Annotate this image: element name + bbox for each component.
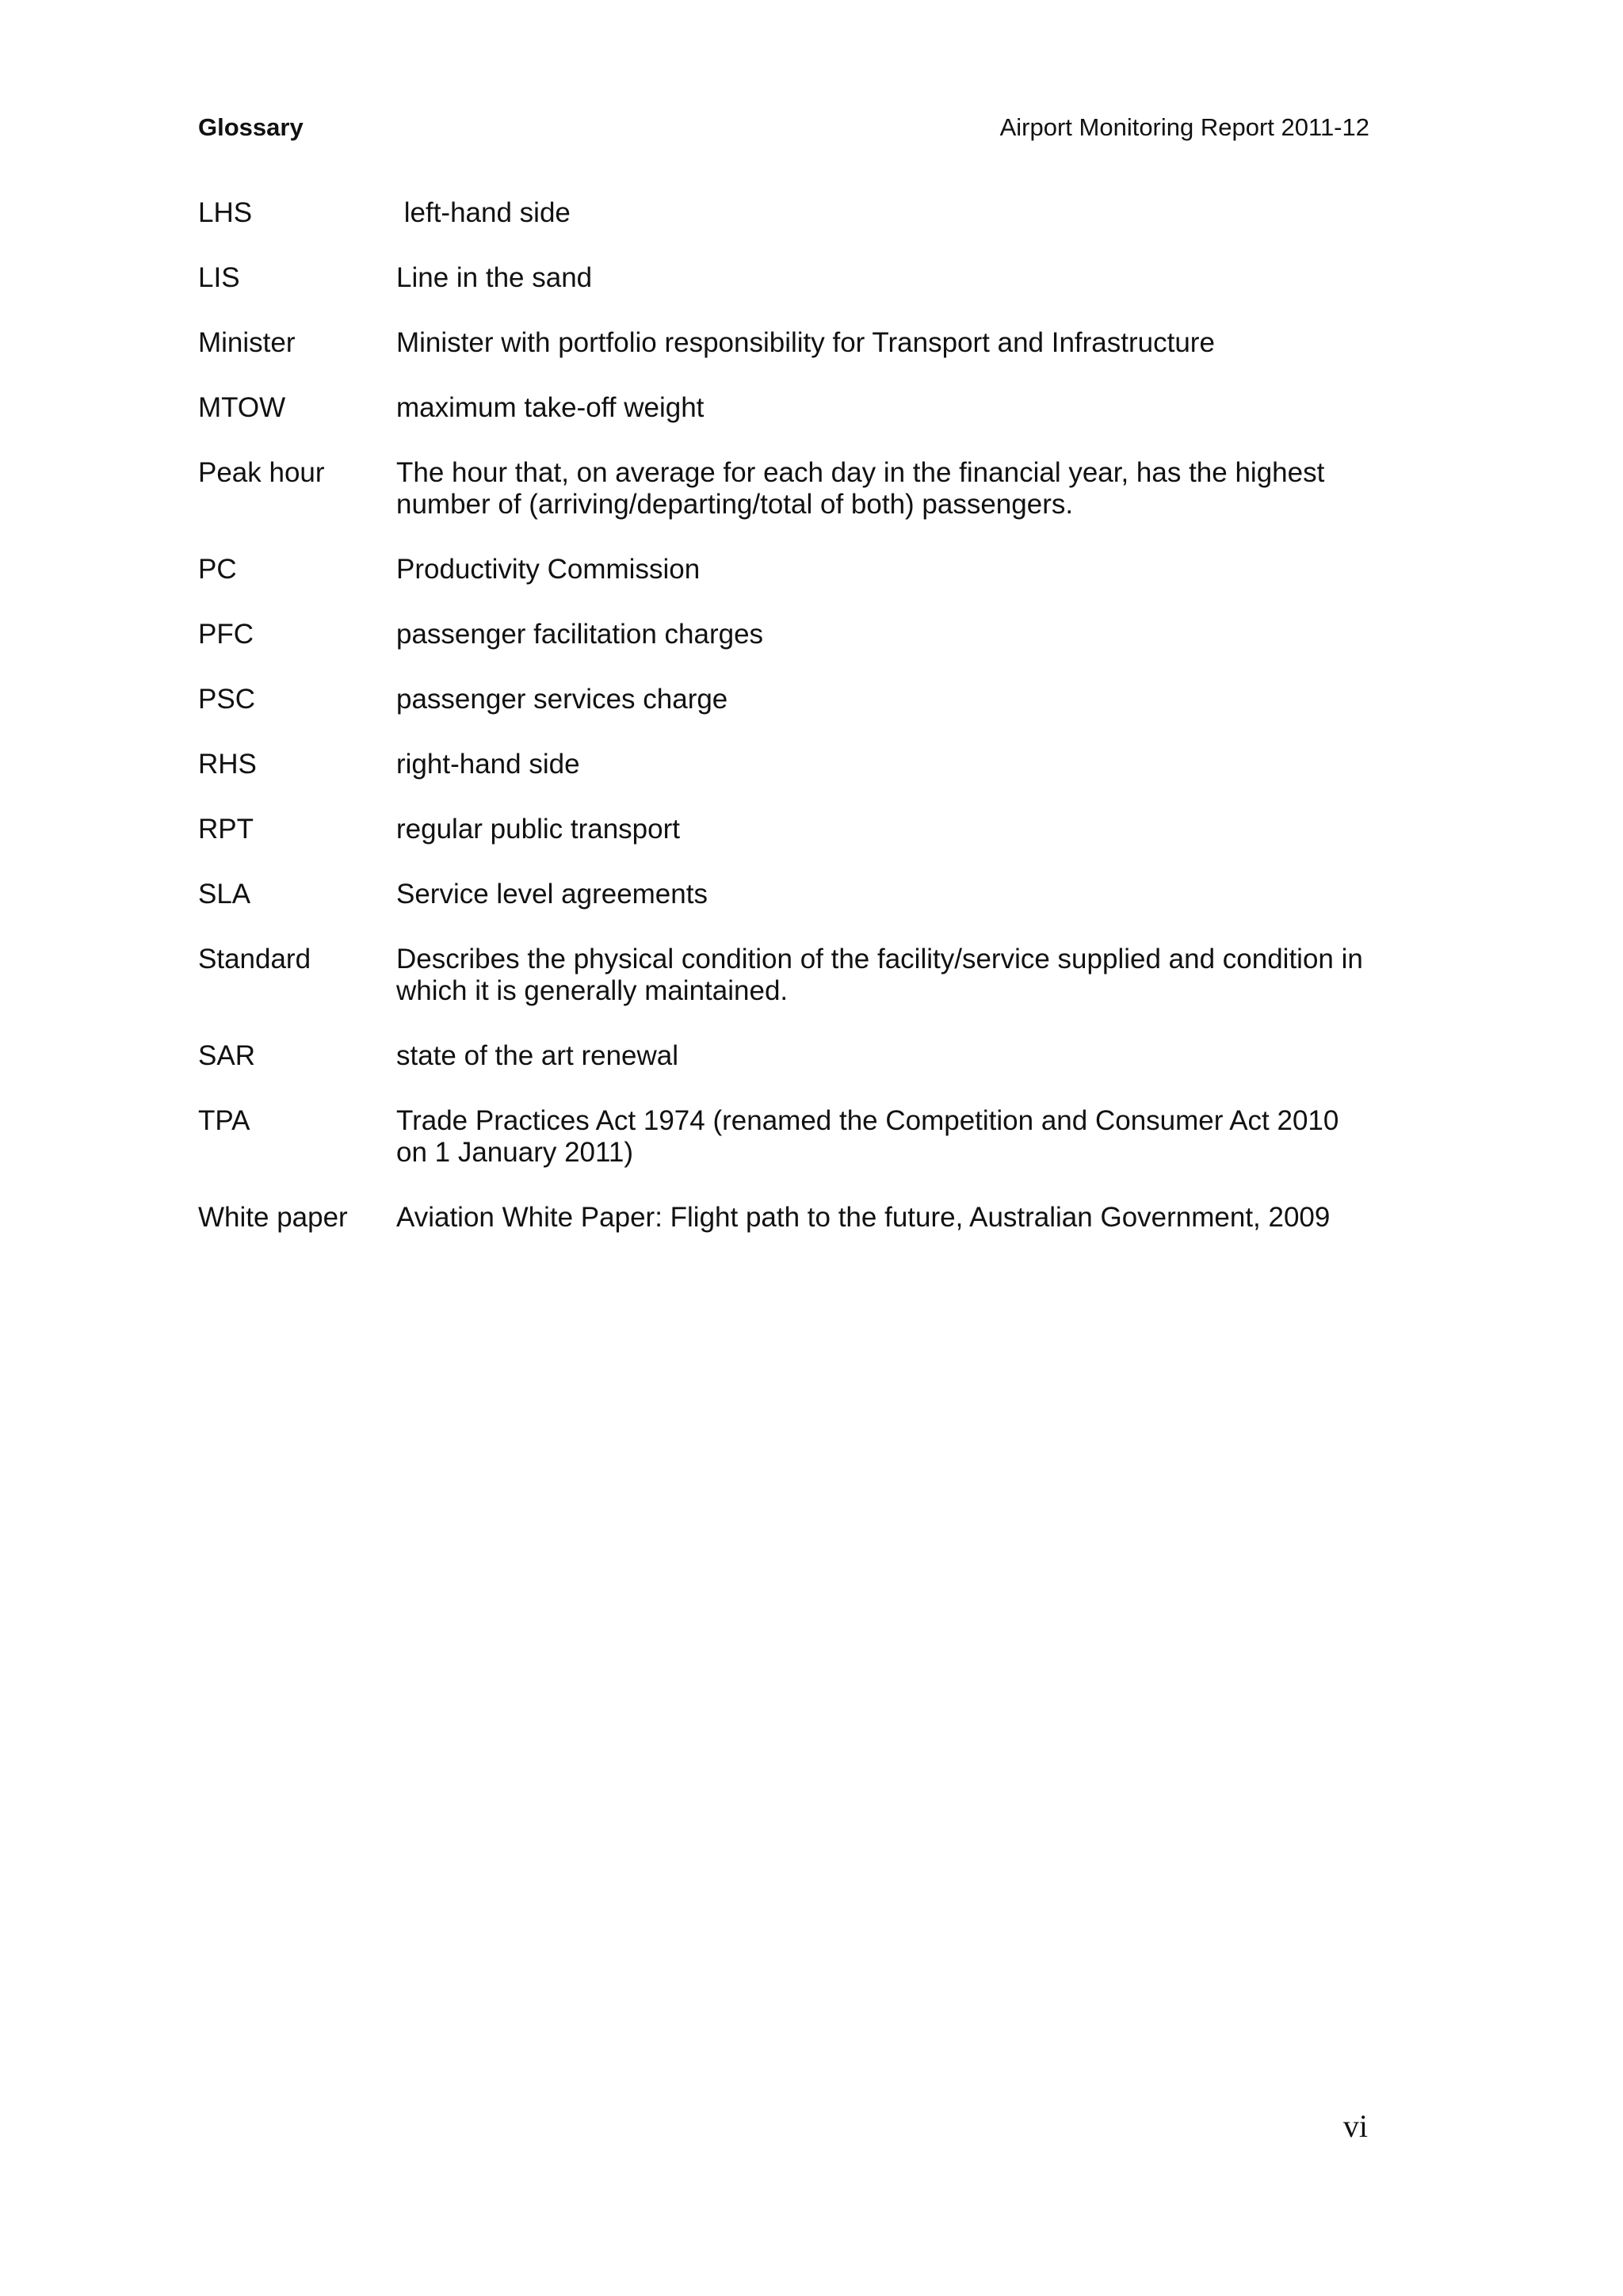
glossary-term: PSC	[198, 684, 255, 715]
glossary-entry-lhs	[198, 197, 1371, 229]
glossary-entry-pc	[198, 554, 1371, 585]
glossary-term: PC	[198, 554, 237, 585]
glossary-definition: left-hand side	[396, 197, 571, 228]
glossary-entry-tpa	[198, 1105, 1371, 1169]
glossary-entry-rpt	[198, 814, 1371, 845]
page-number: vi	[1342, 2108, 1368, 2144]
glossary-definition: Aviation White Paper: Flight path to the future, Australian Government, 2009	[396, 1202, 1331, 1233]
glossary-term: SLA	[198, 879, 251, 910]
glossary-term: SAR	[198, 1040, 255, 1071]
glossary-term: TPA	[198, 1105, 250, 1136]
glossary-definition: right-hand side	[396, 749, 580, 780]
glossary-term: LIS	[198, 262, 240, 293]
glossary-term: Peak hour	[198, 457, 325, 488]
glossary-entry-psc	[198, 684, 1371, 715]
glossary-entry-standard	[198, 944, 1371, 1007]
glossary-entry-mtow	[198, 392, 1371, 424]
glossary-definition: Trade Practices Act 1974 (renamed the Competition and Consumer Act 2010 on 1 January 2011)	[396, 1105, 1339, 1168]
glossary-term: RPT	[198, 814, 254, 845]
glossary-definition: Minister with portfolio responsibility for Transport and Infrastructure	[396, 327, 1215, 358]
glossary-entry-white-paper	[198, 1202, 1371, 1234]
glossary-entry-minister	[198, 327, 1371, 359]
glossary-definition: Service level agreements	[396, 879, 708, 910]
glossary-term: LHS	[198, 197, 253, 228]
glossary-definition: The hour that, on average for each day in the financial year, has the highest number of (arriving/departing/total of both) passengers.	[396, 457, 1325, 520]
glossary-definition: passenger services charge	[396, 684, 728, 715]
glossary-definition: maximum take-off weight	[396, 392, 705, 423]
glossary-definition: state of the art renewal	[396, 1040, 679, 1071]
glossary-entry-lis	[198, 262, 1371, 294]
glossary-entry-peak-hour	[198, 457, 1371, 521]
glossary-term: Minister	[198, 327, 296, 358]
glossary-definition: regular public transport	[396, 814, 680, 845]
glossary-entry-pfc	[198, 619, 1371, 650]
glossary-entry-sar	[198, 1040, 1371, 1072]
glossary-entry-sla	[198, 879, 1371, 910]
glossary-term: RHS	[198, 749, 257, 780]
glossary-definition: passenger facilitation charges	[396, 619, 764, 650]
report-title: Airport Monitoring Report 2011-12	[999, 113, 1369, 141]
glossary-definition: Productivity Commission	[396, 554, 701, 585]
section-title: Glossary	[198, 113, 304, 141]
glossary-entry-rhs	[198, 749, 1371, 780]
glossary-list	[198, 197, 1371, 1267]
glossary-definition: Describes the physical condition of the facility/service supplied and condition in which it is generally maintained.	[396, 944, 1363, 1006]
glossary-term: PFC	[198, 619, 254, 650]
glossary-definition: Line in the sand	[396, 262, 593, 293]
glossary-term: Standard	[198, 944, 311, 974]
glossary-term: White paper	[198, 1202, 348, 1233]
glossary-term: MTOW	[198, 392, 286, 423]
